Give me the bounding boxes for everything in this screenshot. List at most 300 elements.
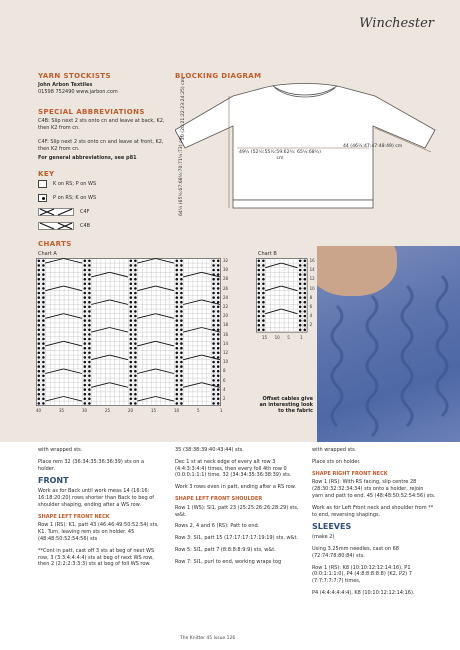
purl-dot [176,260,179,263]
purl-dot [134,269,137,272]
purl-dot [42,283,45,286]
purl-dot [134,370,137,373]
armhole-measure: 20 (20:21:22:23:24:25) cm [181,77,186,140]
purl-dot [180,283,183,286]
purl-dot [84,296,87,299]
purl-dot [38,306,41,309]
purl-dot [180,301,183,304]
purl-dot [212,347,215,350]
purl-dot [304,273,307,276]
purl-dot [299,306,302,309]
tick-label: 2 [309,322,313,328]
purl-dot [217,319,220,322]
purl-dot [262,306,265,309]
purl-dot [262,324,265,327]
purl-dot [212,388,215,391]
cable-texture [317,246,460,442]
purl-dot [217,347,220,350]
purl-dot [217,301,220,304]
abbrev-c4f: C4F: Slip next 2 sts onto cn and leave at front, K2, then K2 from cn. [38,139,164,152]
paragraph: Row 7: Sl1, purl to end, working wraps tog [175,558,282,565]
purl-dot [134,402,137,405]
key-heading: KEY [38,170,55,178]
purl-dot [88,393,91,396]
purl-dot [38,269,41,272]
purl-dot [180,338,183,341]
paragraph: Row 3: Sl1, patt 15 (17:17:17:17:19:19) sts, w&t. [175,535,299,542]
sleeve-measure: 44 (46¼:47:47:48:49) cm [343,144,403,149]
key-item-knit [38,180,96,188]
purl-dot [134,333,137,336]
purl-dot [180,269,183,272]
purl-dot [38,292,41,295]
shape-right-heading: SHAPE RIGHT FRONT NECK [312,470,388,477]
purl-dot [84,329,87,332]
purl-dot [262,292,265,295]
paragraph: with wrapped sts. [312,447,357,453]
purl-dot [180,329,183,332]
purl-dot [217,260,220,263]
purl-dot [84,379,87,382]
purl-dot [212,365,215,368]
purl-dot [42,361,45,364]
purl-dot [84,306,87,309]
purl-dot [176,315,179,318]
purl-dot [134,324,137,327]
purl-dot [134,352,137,355]
paragraph: Row 5: Sl1, patt 7 (8:8:8:8:9:9) sts, w&t. [175,546,276,553]
purl-dot [88,292,91,295]
purl-dot [88,361,91,364]
yarn-name: John Arbon Textiles [38,82,93,88]
tick-label: 5 [287,334,290,340]
purl-dot [134,296,137,299]
purl-dot [88,388,91,391]
purl-dot [176,329,179,332]
purl-dot [180,306,183,309]
purl-dot [88,301,91,304]
tick-label: 30 [223,267,229,273]
purl-dot [258,292,261,295]
purl-dot [42,310,45,313]
purl-dot [130,269,133,272]
purl-dot [38,296,41,299]
purl-dot [134,388,137,391]
purl-dot [130,342,133,345]
purl-dot [176,319,179,322]
purl-dot [134,347,137,350]
purl-dot [42,273,45,276]
purl-dot [176,379,179,382]
purl-dot [212,393,215,396]
purl-dot [88,287,91,290]
purl-dot [180,370,183,373]
tick-label: 40 [36,408,42,414]
tick-label: 16 [309,258,315,263]
purl-dot [42,402,45,405]
purl-dot [304,292,307,295]
purl-dot [180,296,183,299]
purl-dot [88,402,91,405]
purl-dot [42,264,45,267]
purl-dot [38,287,41,290]
purl-dot [176,347,179,350]
paragraph: P4 (4:4:4:4:4:4), K8 (10:10:12:12:14:16). [312,589,415,596]
tick-label: 10 [223,359,229,365]
purl-dot [88,398,91,401]
purl-dot [134,329,137,332]
purl-dot [88,260,91,263]
purl-dot [134,319,137,322]
purl-dot [130,370,133,373]
purl-dot [42,301,45,304]
purl-dot [42,370,45,373]
purl-dot [176,283,179,286]
purl-dot [88,352,91,355]
purl-dot [130,333,133,336]
purl-dot [42,324,45,327]
purl-dot [212,306,215,309]
purl-dot [176,292,179,295]
purl-dot [38,342,41,345]
purl-dot [176,398,179,401]
purl-dot [262,296,265,299]
tick-label: 6 [223,377,226,383]
purl-dot [217,273,220,276]
purl-dot [217,375,220,378]
purl-dot [42,296,45,299]
purl-dot [180,278,183,281]
purl-dot [130,278,133,281]
purl-dot [212,375,215,378]
purl-dot [84,342,87,345]
purl-dot [88,342,91,345]
tick-label: 14 [309,267,315,273]
purl-dot [42,287,45,290]
purl-dot [88,384,91,387]
purl-dot [262,301,265,304]
purl-dot [258,319,261,322]
purl-dot [84,301,87,304]
purl-dot [42,342,45,345]
key-label: C4F [80,209,90,215]
paragraph: Row 1 (RS): K1, patt 43 (46:46:49:50:52:54) sts, K1. Turn, leaving rem sts on holder. 45 (48:48:50:52:54:56) sts [38,522,159,542]
chart-a-label: Chart A [38,251,57,257]
abbrev-general: For general abbreviations, see p81 [38,155,137,161]
purl-dot [258,329,261,332]
purl-dot [134,264,137,267]
purl-dot [180,393,183,396]
purl-dot [38,333,41,336]
tick-label: 18 [223,322,229,328]
purl-dot [258,310,261,313]
purl-dot [262,283,265,286]
purl-dot [304,278,307,281]
purl-dot [130,324,133,327]
paragraph: with wrapped sts. [38,447,83,453]
purl-dot [212,292,215,295]
purl-dot [88,370,91,373]
purl-dot [130,379,133,382]
purl-dot [180,319,183,322]
purl-dot [130,329,133,332]
purl-dot [180,365,183,368]
yarn-stockists-heading: YARN STOCKISTS [38,72,111,80]
purl-dot [84,287,87,290]
purl-dot [42,365,45,368]
abbrev-heading: SPECIAL ABBREVIATIONS [38,108,145,116]
purl-dot [42,306,45,309]
purl-dot [84,375,87,378]
caption-line: to the fabric [278,408,313,414]
purl-dot [304,310,307,313]
tick-label: 10 [174,408,180,414]
purl-dot [38,347,41,350]
purl-dot [176,393,179,396]
tick-label: 26 [223,285,229,291]
purl-dot [88,333,91,336]
purl-dot [258,269,261,272]
purl-dot [84,292,87,295]
paragraph: Place rem 32 (36:34:35:36:36:39) sts on a holder. [38,458,145,472]
purl-dot [38,398,41,401]
purl-dot [176,306,179,309]
purl-dot [38,278,41,281]
purl-dot [134,287,137,290]
tick-label: 4 [309,313,313,319]
purl-dot [304,329,307,332]
knit-symbol [38,180,47,188]
purl-dot [217,329,220,332]
purl-dot [130,296,133,299]
purl-dot [262,278,265,281]
purl-dot [262,269,265,272]
paragraph: **Cont in patt, cast off 3 sts at beg of next WS row, 3 (3:3:4:4:4:4) sts at beg of next WS row, then 2 (2:2:2:3:3:3) sts at beg of foll WS row. [38,547,155,568]
purl-dot [84,356,87,359]
purl-dot [38,264,41,267]
purl-dot [262,273,265,276]
purl-dot [176,264,179,267]
purl-dot [258,306,261,309]
purl-dot [176,365,179,368]
tick-label: 1 [299,334,303,340]
purl-dot [134,301,137,304]
paragraph: (make 2) [312,534,335,541]
purl-dot [84,338,87,341]
purl-dot [212,315,215,318]
purl-dot [258,278,261,281]
purl-dot [38,370,41,373]
abbrev-c4b: C4B: Slip next 2 sts onto cn and leave at back, K2, then K2 from cn. [38,118,165,131]
purl-dot [130,273,133,276]
purl-dot [42,315,45,318]
purl-dot [180,260,183,263]
purl-dot [262,319,265,322]
purl-dot [134,315,137,318]
purl-dot [262,315,265,318]
shape-shoulder-heading: SHAPE LEFT FRONT SHOULDER [175,495,263,502]
purl-dot [258,283,261,286]
tick-label: 4 [223,386,226,392]
purl-dot [38,388,41,391]
purl-dot [304,283,307,286]
purl-dot [217,292,220,295]
purl-dot [134,356,137,359]
purl-dot [176,375,179,378]
tick-label: 25 [105,408,111,414]
purl-dot [130,287,133,290]
purl-dot [180,361,183,364]
purl-dot [217,338,220,341]
purl-dot [180,388,183,391]
purl-dot [84,388,87,391]
purl-dot [88,315,91,318]
purl-dot [42,393,45,396]
purl-dot [42,356,45,359]
purl-dot [38,365,41,368]
purl-dot [262,310,265,313]
purl-dot [84,278,87,281]
purl-dot [134,310,137,313]
purl-dot [180,402,183,405]
text-column-1 [38,447,160,573]
key-item-c4f [38,208,90,216]
paragraph: 35 (38:38:39:40:43:44) sts. [175,447,244,453]
purl-dot [217,402,220,405]
key-label: K on RS; P on WS [53,181,97,187]
tick-label: 15 [151,408,157,414]
purl-dot [134,398,137,401]
tick-label: 24 [223,294,229,300]
tick-label: 35 [59,408,65,414]
purl-dot [176,296,179,299]
purl-dot [88,269,91,272]
tick-label: 32 [223,258,229,263]
yarn-contact: 01598 752490 www.jarbon.com [38,89,118,95]
purl-dot [217,333,220,336]
purl-dot [130,375,133,378]
purl-dot [38,375,41,378]
purl-dot [134,379,137,382]
purl-dot [134,365,137,368]
purl-dot [84,347,87,350]
purl-dot [299,329,302,332]
purl-dot [180,287,183,290]
purl-dot [88,278,91,281]
purl-dot [42,352,45,355]
purl-dot [304,260,307,263]
paragraph: Row 1 (WS): Sl1, patt 23 (25:25:26:26:28:29) sts, w&t. [175,504,299,518]
tick-label: 10 [309,285,315,291]
purl-dot [42,398,45,401]
purl-dot [88,310,91,313]
purl-dot [42,384,45,387]
purl-dot [38,402,41,405]
pattern-name: Winchester [359,16,434,31]
text-column-3 [312,447,436,602]
purl-dot [212,338,215,341]
purl-dot [304,269,307,272]
purl-dot [176,301,179,304]
purl-dot [299,264,302,267]
purl-dot [258,301,261,304]
purl-dot [212,342,215,345]
charts-heading: CHARTS [38,240,72,248]
purl-symbol [38,194,47,202]
purl-dot [299,260,302,263]
purl-dot [299,283,302,286]
purl-dot [304,319,307,322]
purl-dot [217,264,220,267]
purl-dot [217,296,220,299]
purl-dot [212,361,215,364]
purl-dot [38,315,41,318]
purl-dot [180,384,183,387]
purl-dot [176,361,179,364]
page-footer: The Knitter 45 Issue 126 [180,636,236,641]
purl-dot [38,324,41,327]
chest-measure: 49½ (52½:55½:59:62¾: 65½:68¾) cm [239,150,321,161]
purl-dot [88,329,91,332]
purl-dot [38,379,41,382]
purl-dot [130,306,133,309]
tick-label: 20 [223,313,229,319]
purl-dot [180,375,183,378]
purl-dot [88,324,91,327]
purl-dot [299,301,302,304]
purl-dot [212,398,215,401]
purl-dot [84,260,87,263]
purl-dot [180,379,183,382]
purl-dot [180,310,183,313]
purl-dot [176,269,179,272]
purl-dot [38,273,41,276]
chart-a-grid [36,258,236,418]
purl-dot [130,384,133,387]
purl-dot [130,356,133,359]
purl-dot [88,296,91,299]
purl-dot [38,310,41,313]
purl-dot [176,352,179,355]
purl-dot [130,338,133,341]
purl-dot [134,338,137,341]
purl-dot [258,324,261,327]
purl-dot [176,388,179,391]
paragraph: Row 1 (RS): K8 (10:10:12:12:14:16), P1 (0:0:1:1:1:0), P4 (4:8:8:8:8:8) (K2, P2) 7 (7:7:7:7:7:7) times, [312,564,412,585]
purl-dot [84,393,87,396]
purl-dot [42,319,45,322]
purl-dot [212,287,215,290]
tick-label: 15 [262,334,268,340]
purl-dot [38,329,41,332]
purl-dot [180,292,183,295]
purl-dot [217,393,220,396]
paragraph: Row 1 (RS): With RS facing, slip centre 28 (28:30:32:32:34:34) sts onto a holder, rejoin yarn and patt to end. 45 (48:48:50:52:54:56) sts. [312,479,436,499]
key-item-purl [38,194,96,202]
purl-dot [304,306,307,309]
purl-dot [299,315,302,318]
purl-dot [299,310,302,313]
purl-dot [180,273,183,276]
purl-dot [299,296,302,299]
purl-dot [299,269,302,272]
purl-dot [42,269,45,272]
purl-dot [42,329,45,332]
purl-dot [42,338,45,341]
purl-dot [212,278,215,281]
purl-dot [38,356,41,359]
purl-dot [38,260,41,263]
